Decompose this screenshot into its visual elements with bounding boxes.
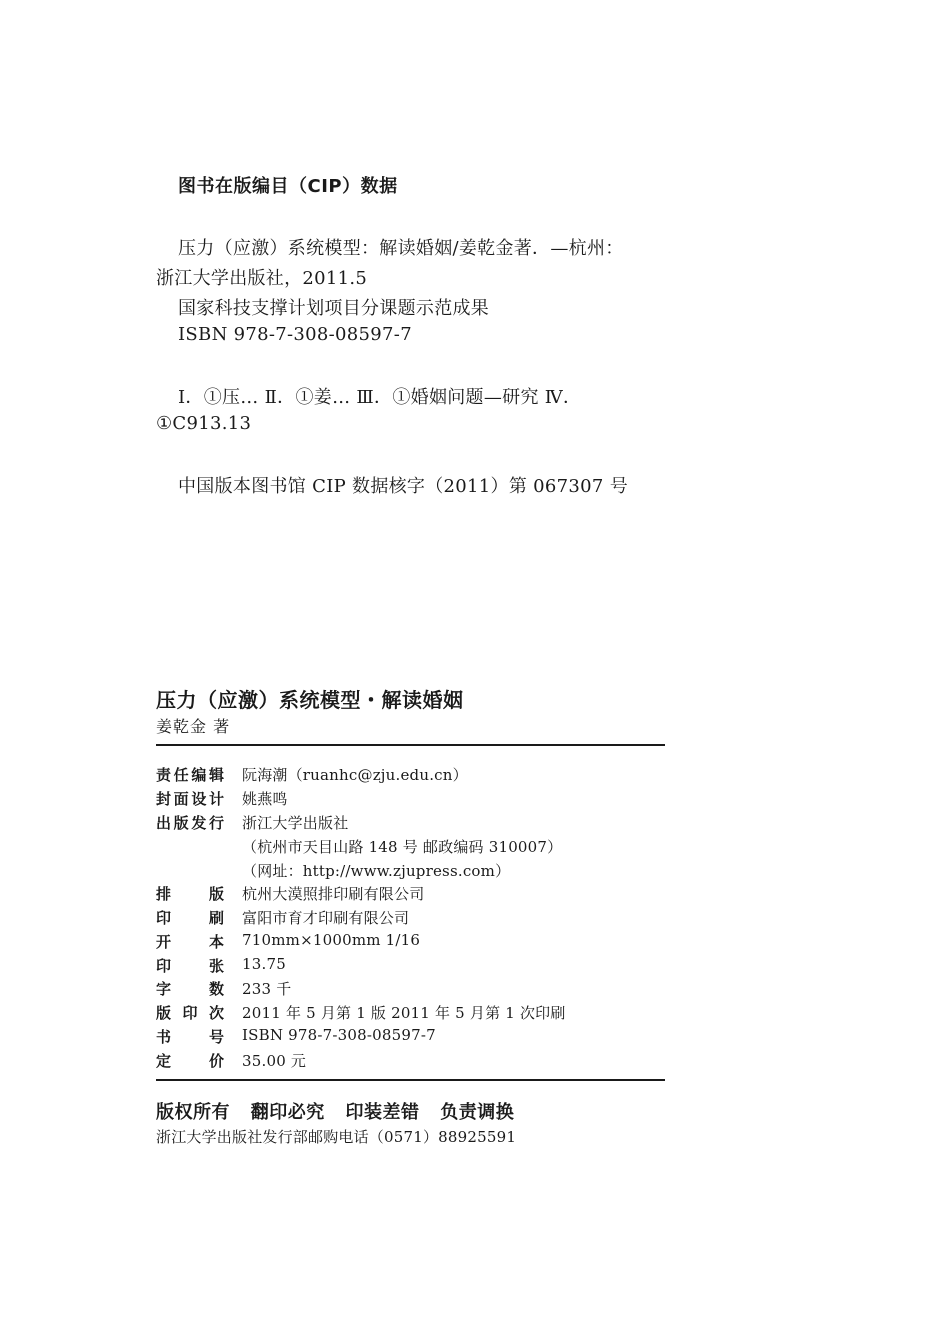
imprint-label: 书号 xyxy=(156,1028,224,1046)
imprint-value: 710mm×1000mm 1/16 xyxy=(242,931,421,949)
imprint-label: 印张 xyxy=(156,957,224,975)
cip-record-number-line: 中国版本图书馆 CIP 数据核字（2011）第 067307 号 xyxy=(178,476,629,497)
cip-isbn-line: ISBN 978-7-308-08597-7 xyxy=(178,324,412,345)
imprint-address: （杭州市天目山路 148 号 邮政编码 310007） xyxy=(242,838,563,856)
cip-heading: 图书在版编目（CIP）数据 xyxy=(178,176,398,197)
mail-order-phone: 浙江大学出版社发行部邮购电话（0571）88925591 xyxy=(156,1128,517,1146)
imprint-value: ISBN 978-7-308-08597-7 xyxy=(242,1026,436,1044)
imprint-label: 印刷 xyxy=(156,909,224,927)
imprint-value: 13.75 xyxy=(242,955,286,973)
cip-classification-line: ①C913.13 xyxy=(156,413,252,434)
imprint-label: 版印次 xyxy=(156,1004,224,1022)
imprint-label: 责任编辑 xyxy=(156,766,224,784)
imprint-label: 出版发行 xyxy=(156,814,224,832)
top-divider xyxy=(156,744,665,746)
book-title: 压力（应激）系统模型・解读婚姻 xyxy=(156,688,464,712)
imprint-value: 富阳市育才印刷有限公司 xyxy=(242,909,410,927)
imprint-value: 35.00 元 xyxy=(242,1052,307,1070)
cip-project-line: 国家科技支撑计划项目分课题示范成果 xyxy=(178,298,490,319)
imprint-label: 排版 xyxy=(156,885,224,903)
imprint-value: 姚燕鸣 xyxy=(242,790,288,808)
rights-notice: 版权所有 翻印必究 印装差错 负责调换 xyxy=(156,1102,515,1123)
cip-subject-line: Ⅰ．①压… Ⅱ．①姜… Ⅲ．①婚姻问题—研究 Ⅳ． xyxy=(178,387,582,408)
imprint-value: 2011 年 5 月第 1 版 2011 年 5 月第 1 次印刷 xyxy=(242,1004,566,1022)
imprint-label: 封面设计 xyxy=(156,790,224,808)
cip-title-line: 压力（应激）系统模型：解读婚姻/姜乾金著．—杭州： xyxy=(178,238,624,259)
book-author: 姜乾金 著 xyxy=(156,717,231,736)
bottom-divider xyxy=(156,1079,665,1081)
cip-publisher-line: 浙江大学出版社，2011.5 xyxy=(156,268,368,289)
imprint-website: （网址：http://www.zjupress.com） xyxy=(242,862,511,880)
imprint-label: 定价 xyxy=(156,1052,224,1070)
imprint-value: 浙江大学出版社 xyxy=(242,814,349,832)
imprint-label: 字数 xyxy=(156,980,224,998)
imprint-value: 阮海潮（ruanhc@zju.edu.cn） xyxy=(242,766,468,784)
imprint-value: 233 千 xyxy=(242,980,292,998)
imprint-label: 开本 xyxy=(156,933,224,951)
imprint-value: 杭州大漠照排印刷有限公司 xyxy=(242,885,425,903)
